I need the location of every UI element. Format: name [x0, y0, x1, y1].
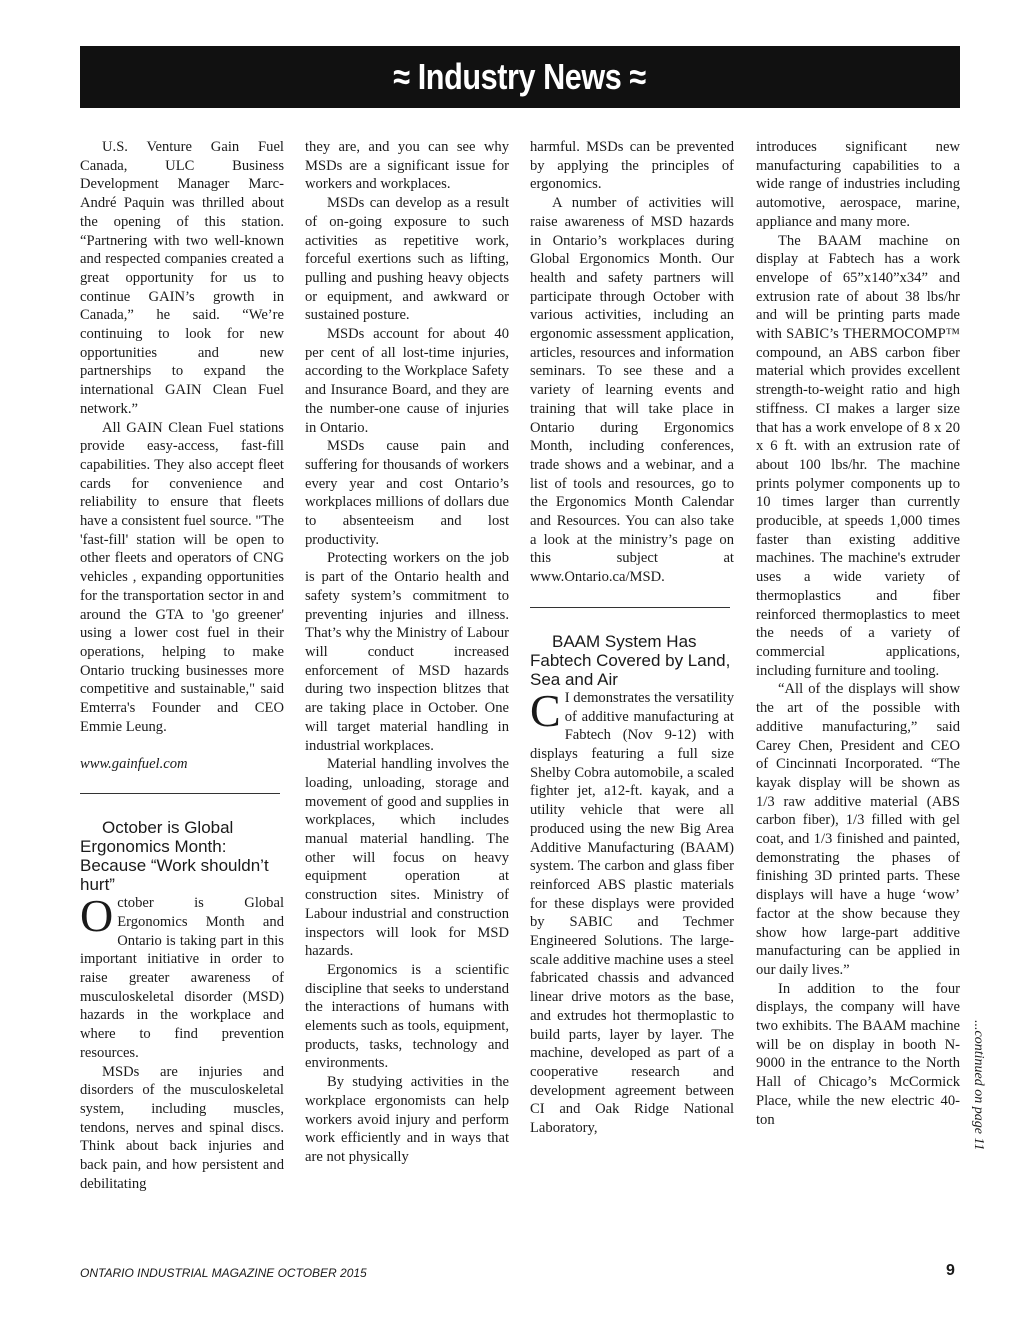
footer-magazine: ONTARIO INDUSTRIAL MAGAZINE OCTOBER 2015 — [80, 1266, 367, 1280]
continued-text: ...continued on page 11 — [971, 1020, 986, 1151]
paragraph — [80, 890, 284, 1062]
drop-cap: C — [530, 684, 561, 736]
paragraph: they are, and you can see why MSDs are a significant issue for workers and workplaces. — [305, 139, 509, 193]
paragraph: MSDs account for about 40 per cent of all lost-time injuries, according to the Workplace Safety and Insurance Board, and they are the number-one cause of injuries in Ontario. — [305, 326, 509, 436]
paragraph: All GAIN Clean Fuel stations provide easy-access, fast-fill capabilities. They also accept fleet cards for convenience and reliability to ensure that fleets have a consistent fuel source. "The 'fast-fill' station will be open to other fleets and operators of CNG vehicles , expanding opportunities for the transportation sector in and around the GTA to 'go greener' using a lower cost fuel in their operations, helping to make Ontario trucking businesses more competitive and sustainable," said Emterra's Founder and CEO Emmie Leung. — [80, 419, 284, 735]
article-headline: October is Global Ergonomics Month: Because “Work shouldn’t hurt” — [80, 818, 269, 895]
paragraph: Protecting workers on the job is part of the Ontario health and safety system’s commitment to preventing injuries and illness. That’s why the Ministry of Labour will conduct increased enforcement of MSD hazards during two inspection blitzes that are taking place in October. One will target material handling in industrial workplaces. — [305, 550, 509, 754]
column-4 — [756, 138, 960, 1129]
paragraph: U.S. Venture Gain Fuel Canada, ULC Business Development Manager Marc-André Paquin was thrilled about the opening of this station. “Partnering with two well-known and respected companies created a great opportunity for us to continue GAIN’s growth in Canada,” he said. “We’re continuing to look for new opportunities and new partnerships to expand the international GAIN Clean Fuel network.” — [80, 139, 284, 417]
paragraph: harmful. MSDs can be prevented by applying the principles of ergonomics. — [530, 139, 734, 193]
column-3 — [530, 138, 734, 1138]
paragraph: MSDs can develop as a result of on-going exposure to such activities as repetitive work, forceful exertions such as lifting, pulling and pushing heavy objects or equipment, and awkward or sustained posture. — [305, 195, 509, 324]
article-headline: BAAM System Has Fabtech Covered by Land, Sea and Air — [530, 631, 731, 689]
paragraph — [530, 684, 734, 1138]
drop-cap: O — [80, 890, 114, 942]
continued-note — [968, 1020, 988, 1170]
page-number: 9 — [946, 1262, 955, 1279]
paragraph: A number of activities will raise awareness of MSD hazards in Ontario’s workplaces during Global Ergonomics Month. Our health and safety partners will participate through October with various activities, including an ergonomic assessment application, articles, resources and information seminars. To see these and a variety of learning events and training that will take place in Ontario during Ergonomics Month, including conferences, trade shows and a webinar, and a list of tools and resources, go to the Ergonomics Month Calendar and Resources. You can also take a look at the ministry’s page on this subject at www.Ontario.ca/MSD. — [530, 195, 734, 586]
paragraph: MSDs cause pain and suffering for thousands of workers every year and cost Ontario’s workplaces millions of dollars due to absenteeism and lost productivity. — [305, 438, 509, 548]
paragraph: Ergonomics is a scientific discipline that seeks to understand the interactions of humans with elements such as tools, equipment, products, tasks, technology and environments. — [305, 961, 509, 1072]
source-link[interactable]: www.gainfuel.com — [80, 755, 188, 772]
section-title: ≈ Industry News ≈ — [393, 56, 647, 97]
paragraph: In addition to the four displays, the company will have two exhibits. The BAAM machine will be on display in booth N-9000 in the entrance to the North Hall of Chicago’s McCormick Place, while the new electric 40-ton — [756, 980, 960, 1128]
paragraph: introduces significant new manufacturing capabilities to a wide range of industries including automotive, aerospace, marine, appliance and many more. — [756, 139, 960, 230]
article-divider — [530, 607, 730, 608]
column-1 — [80, 138, 284, 1193]
paragraph-text: ctober is Global Ergonomics Month and Ontario is taking part in this important initiative in order to raise greater awareness of musculoskeletal disorder (MSD) hazards in the workplace and where to find prevention resources. — [80, 895, 284, 1061]
paragraph: “All of the displays will show the art of the possible with additive manufacturing,” said Carey Chen, President and CEO of Cincinnati Incorporated. “The kayak display will be shown as 1/3 raw additive material (ABS carbon fiber), 1/3 filled with gel coat, and 1/3 finished and painted, demonstrating the phases of finishing 3D printed parts. These displays will have a huge ‘wow’ factor at the show because they show how large-part additive manufacturing can be applied in our daily lives.” — [756, 681, 960, 978]
section-banner — [80, 46, 960, 108]
article-divider — [80, 793, 280, 794]
paragraph: The BAAM machine on display at Fabtech has a work envelope of 65”x140”x34” and extrusion rate of about 38 lbs/hr and will be printing parts made with SABIC’s THERMOCOMP™ compound, an ABS carbon fiber material which provides excellent strength-to-weight ratio and high stiffness. CI makes a larger size that has a work envelope of 8 x 20 x 6 ft. with an extrusion rate of about 100 lbs/hr. The machine prints polymer components up to 10 times larger than currently producible, at speeds 1,000 times faster than existing additive machines. The machine's extruder uses a wide variety of thermoplastics and fiber reinforced thermoplastics to meet the needs of a variety of commercial applications, including furniture and tooling. — [756, 232, 960, 679]
paragraph: By studying activities in the workplace ergonomists can help workers avoid injury and perform work efficiently and in ways that are not physically — [305, 1074, 509, 1165]
column-2 — [305, 138, 509, 1167]
paragraph: MSDs are injuries and disorders of the musculoskeletal system, including muscles, tendons, nerves and spinal discs. Think about back injuries and back pain, and how persistent and debilitating — [80, 1063, 284, 1192]
paragraph: Material handling involves the loading, unloading, storage and movement of good and supplies in workplaces, which includes manual material handling. The other will focus on heavy equipment operation at construction sites. Ministry of Labour industrial and construction inspectors will look for MSD hazards. — [305, 756, 509, 960]
paragraph-text: I demonstrates the versatility of additive manufacturing at Fabtech (Nov 9-12) with displays featuring a full size Shelby Cobra automobile, a scaled fighter jet, a12-ft. kayak, and a utility vehicle that were all produced using the new Big Area Additive Manufacturing (BAAM) system. The carbon and glass fiber reinforced ABS plastic materials for these displays were provided by SABIC and Techmer Engineered Solutions. The large-scale additive machine uses a steel fabricated chassis and advanced linear drive motors as the base, and extrudes hot thermoplastic to build parts, layer by layer. The machine, developed as part of a cooperative research and development agreement between CI and Oak Ridge National Laboratory, — [530, 689, 734, 1137]
